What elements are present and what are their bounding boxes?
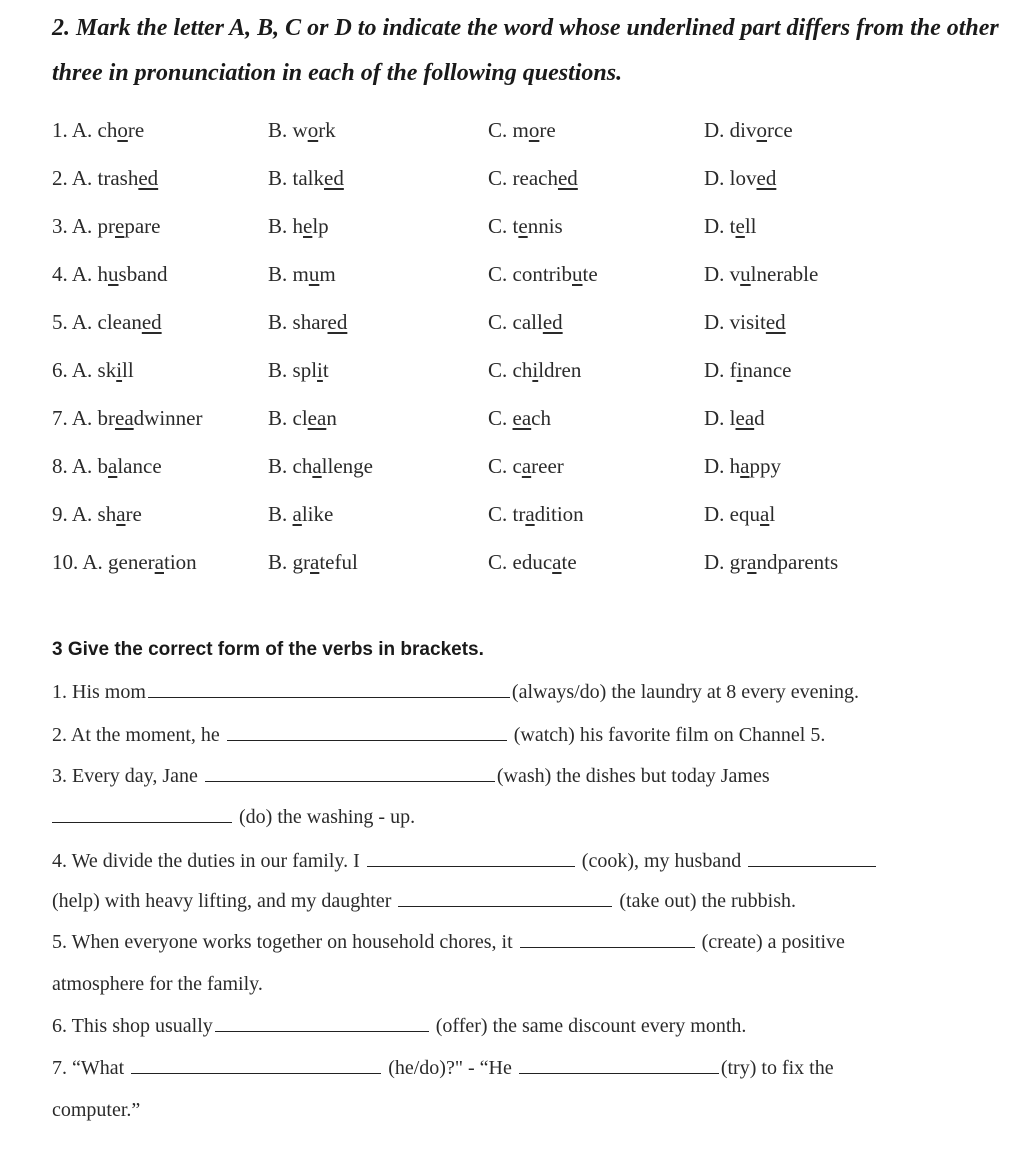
verb-line-text: 1. His mom bbox=[52, 681, 146, 703]
underlined-part: ed bbox=[542, 310, 563, 334]
answer-blank[interactable] bbox=[398, 884, 612, 907]
option-letter: B. bbox=[268, 310, 293, 334]
option-c[interactable] bbox=[488, 494, 584, 534]
verb-line-text: (wash) the dishes but today James bbox=[496, 765, 770, 787]
question-row-10 bbox=[0, 542, 1024, 582]
question-number: 2. bbox=[52, 166, 68, 190]
word-suffix: nance bbox=[742, 358, 792, 382]
option-letter: A. bbox=[71, 406, 98, 430]
verb-line-text: atmosphere for the family. bbox=[52, 973, 263, 995]
option-c[interactable] bbox=[488, 206, 563, 246]
option-c[interactable] bbox=[488, 542, 577, 582]
word-suffix: ldren bbox=[538, 358, 582, 382]
option-c[interactable] bbox=[488, 350, 581, 390]
word-suffix: like bbox=[301, 502, 334, 526]
option-b[interactable] bbox=[268, 302, 347, 342]
word-suffix: n bbox=[326, 406, 337, 430]
answer-blank[interactable] bbox=[205, 759, 495, 782]
word-suffix: ch bbox=[531, 406, 551, 430]
word-prefix: sk bbox=[97, 358, 117, 382]
underlined-part: ea bbox=[512, 406, 532, 430]
question-row-5 bbox=[0, 302, 1024, 342]
question-row-8 bbox=[0, 446, 1024, 486]
option-a[interactable] bbox=[52, 302, 162, 342]
verb-line-text: (offer) the same discount every month. bbox=[435, 1015, 747, 1037]
question-row-2 bbox=[0, 158, 1024, 198]
word-prefix: tr bbox=[512, 502, 526, 526]
option-letter: D. bbox=[704, 214, 730, 238]
question-number: 5. bbox=[52, 310, 68, 334]
verb-line-8 bbox=[52, 966, 263, 1002]
word-suffix: teful bbox=[319, 550, 358, 574]
option-a[interactable] bbox=[52, 398, 203, 438]
underlined-part: ed bbox=[138, 166, 159, 190]
word-suffix: l bbox=[769, 502, 776, 526]
question-number: 8. bbox=[52, 454, 68, 478]
verb-line-10 bbox=[52, 1050, 834, 1086]
option-letter: A. bbox=[71, 262, 98, 286]
option-letter: D. bbox=[704, 262, 730, 286]
option-a[interactable] bbox=[52, 350, 134, 390]
option-letter: B. bbox=[268, 166, 293, 190]
underlined-part: e bbox=[303, 214, 313, 238]
word-suffix: reer bbox=[531, 454, 564, 478]
underlined-part: ed bbox=[141, 310, 162, 334]
option-letter: C. bbox=[488, 166, 513, 190]
underlined-part: e bbox=[115, 214, 125, 238]
option-letter: A. bbox=[71, 310, 98, 334]
option-b[interactable] bbox=[268, 206, 329, 246]
option-d[interactable] bbox=[704, 206, 757, 246]
option-letter: C. bbox=[488, 502, 513, 526]
option-c[interactable] bbox=[488, 254, 598, 294]
word-prefix: b bbox=[97, 454, 109, 478]
option-letter: D. bbox=[704, 310, 730, 334]
verb-line-text: 5. When everyone works together on household chores, it bbox=[52, 931, 513, 953]
word-suffix: re bbox=[539, 118, 556, 142]
underlined-part: o bbox=[528, 118, 540, 142]
word-prefix: contrib bbox=[512, 262, 572, 286]
option-d[interactable] bbox=[704, 302, 786, 342]
word-prefix: visit bbox=[729, 310, 766, 334]
word-suffix: ll bbox=[744, 214, 757, 238]
option-a[interactable] bbox=[52, 206, 160, 246]
underlined-part: i bbox=[736, 358, 743, 382]
option-c[interactable] bbox=[488, 302, 563, 342]
word-prefix: h bbox=[729, 454, 741, 478]
word-prefix: m bbox=[292, 262, 309, 286]
option-letter: B. bbox=[268, 358, 293, 382]
answer-blank[interactable] bbox=[519, 1051, 719, 1074]
underlined-part: ed bbox=[765, 310, 786, 334]
underlined-part: a bbox=[310, 550, 320, 574]
word-prefix: v bbox=[729, 262, 741, 286]
word-suffix: sband bbox=[118, 262, 168, 286]
underlined-part: a bbox=[292, 502, 302, 526]
underlined-part: ea bbox=[115, 406, 134, 430]
word-prefix: clean bbox=[97, 310, 142, 334]
option-b[interactable] bbox=[268, 254, 336, 294]
verb-line-text: 3. Every day, Jane bbox=[52, 765, 198, 787]
underlined-part: a bbox=[740, 454, 750, 478]
verb-line-2 bbox=[52, 717, 825, 753]
verb-line-text: (cook), my husband bbox=[581, 850, 742, 872]
answer-blank[interactable] bbox=[52, 800, 232, 823]
option-d[interactable] bbox=[704, 446, 781, 486]
verb-line-text: 6. This shop usually bbox=[52, 1015, 213, 1037]
word-prefix: ch bbox=[97, 118, 118, 142]
underlined-part: i bbox=[116, 358, 123, 382]
underlined-part: a bbox=[525, 502, 535, 526]
word-suffix: dition bbox=[534, 502, 584, 526]
option-letter: D. bbox=[704, 454, 730, 478]
option-a[interactable] bbox=[52, 110, 144, 150]
option-letter: A. bbox=[71, 166, 98, 190]
option-letter: A. bbox=[71, 214, 98, 238]
verb-line-text: (do) the washing - up. bbox=[239, 806, 416, 828]
verb-line-7 bbox=[52, 924, 845, 960]
verb-line-text: 2. At the moment, he bbox=[52, 724, 220, 746]
option-letter: C. bbox=[488, 550, 513, 574]
section-3-instructions: 3 Give the correct form of the verbs in brackets. bbox=[52, 639, 484, 660]
option-letter: D. bbox=[704, 502, 730, 526]
word-suffix: lnerable bbox=[750, 262, 819, 286]
underlined-part: ed bbox=[756, 166, 777, 190]
question-number: 4. bbox=[52, 262, 68, 286]
word-suffix: pare bbox=[124, 214, 161, 238]
option-letter: B. bbox=[268, 502, 293, 526]
word-prefix: spl bbox=[292, 358, 318, 382]
question-number: 9. bbox=[52, 502, 68, 526]
verb-line-text: (create) a positive bbox=[701, 931, 845, 953]
word-suffix: te bbox=[582, 262, 598, 286]
answer-blank[interactable] bbox=[520, 925, 695, 948]
underlined-part: ea bbox=[735, 406, 755, 430]
option-letter: C. bbox=[488, 214, 513, 238]
word-prefix: h bbox=[292, 214, 304, 238]
word-prefix: br bbox=[97, 406, 116, 430]
underlined-part: e bbox=[735, 214, 745, 238]
underlined-part: u bbox=[740, 262, 751, 286]
option-letter: C. bbox=[488, 262, 513, 286]
verb-line-text: (he/do)?" - “He bbox=[388, 1057, 512, 1079]
option-letter: B. bbox=[268, 118, 293, 142]
option-letter: A. bbox=[71, 502, 98, 526]
underlined-part: ed bbox=[324, 166, 344, 190]
option-letter: A. bbox=[82, 550, 109, 574]
underlined-part: u bbox=[572, 262, 583, 286]
underlined-part: o bbox=[307, 118, 319, 142]
verb-line-text: (help) with heavy lifting, and my daughter bbox=[52, 890, 392, 912]
word-suffix: m bbox=[319, 262, 336, 286]
option-d[interactable] bbox=[704, 158, 776, 198]
verb-line-9 bbox=[52, 1008, 746, 1044]
option-b[interactable] bbox=[268, 446, 373, 486]
word-prefix: t bbox=[729, 214, 736, 238]
question-number: 10. bbox=[52, 550, 79, 574]
option-b[interactable] bbox=[268, 350, 329, 390]
option-letter: A. bbox=[71, 118, 98, 142]
word-prefix: educ bbox=[512, 550, 553, 574]
underlined-part: e bbox=[518, 214, 528, 238]
answer-blank[interactable] bbox=[227, 718, 507, 741]
option-letter: B. bbox=[268, 550, 293, 574]
word-prefix: reach bbox=[512, 166, 558, 190]
word-suffix: ndparents bbox=[756, 550, 839, 574]
option-c[interactable] bbox=[488, 398, 551, 438]
option-letter: B. bbox=[268, 262, 293, 286]
word-suffix: re bbox=[125, 502, 142, 526]
underlined-part: a bbox=[552, 550, 562, 574]
word-prefix: w bbox=[292, 118, 308, 142]
word-prefix: shar bbox=[292, 310, 328, 334]
word-prefix: l bbox=[729, 406, 736, 430]
underlined-part: a bbox=[521, 454, 532, 478]
verb-line-text: 4. We divide the duties in our family. I bbox=[52, 850, 360, 872]
option-b[interactable] bbox=[268, 110, 336, 150]
option-letter: B. bbox=[268, 406, 293, 430]
verb-line-text: (take out) the rubbish. bbox=[619, 890, 796, 912]
word-suffix: rce bbox=[767, 118, 793, 142]
question-row-1 bbox=[0, 110, 1024, 150]
word-prefix: sh bbox=[97, 502, 117, 526]
underlined-part: ea bbox=[307, 406, 327, 430]
underlined-part: a bbox=[760, 502, 770, 526]
option-letter: D. bbox=[704, 358, 730, 382]
verb-line-text: (watch) his favorite film on Channel 5. bbox=[513, 724, 826, 746]
option-letter: A. bbox=[71, 358, 98, 382]
question-row-9 bbox=[0, 494, 1024, 534]
question-number: 6. bbox=[52, 358, 68, 382]
question-number: 1. bbox=[52, 118, 68, 142]
option-letter: C. bbox=[488, 406, 513, 430]
verb-line-11 bbox=[52, 1092, 140, 1128]
word-prefix: m bbox=[512, 118, 529, 142]
word-prefix: t bbox=[512, 214, 519, 238]
underlined-part: a bbox=[116, 502, 126, 526]
option-b[interactable] bbox=[268, 542, 358, 582]
verb-line-text: computer.” bbox=[52, 1099, 141, 1121]
word-prefix: div bbox=[729, 118, 757, 142]
answer-blank[interactable] bbox=[215, 1009, 429, 1032]
question-row-6 bbox=[0, 350, 1024, 390]
word-prefix: h bbox=[97, 262, 109, 286]
word-prefix: ch bbox=[512, 358, 533, 382]
word-suffix: t bbox=[322, 358, 329, 382]
verb-line-1 bbox=[52, 674, 859, 710]
answer-blank[interactable] bbox=[131, 1051, 381, 1074]
underlined-part: i bbox=[317, 358, 323, 382]
option-a[interactable] bbox=[52, 542, 197, 582]
underlined-part: o bbox=[117, 118, 128, 142]
word-prefix: gener bbox=[108, 550, 155, 574]
question-row-4 bbox=[0, 254, 1024, 294]
question-row-3 bbox=[0, 206, 1024, 246]
option-letter: D. bbox=[704, 118, 730, 142]
verb-line-3 bbox=[52, 758, 770, 794]
word-prefix: gr bbox=[292, 550, 311, 574]
word-prefix: trash bbox=[97, 166, 139, 190]
word-suffix: rk bbox=[318, 118, 336, 142]
question-row-7 bbox=[0, 398, 1024, 438]
option-c[interactable] bbox=[488, 446, 564, 486]
word-prefix: f bbox=[729, 358, 737, 382]
underlined-part: ed bbox=[557, 166, 578, 190]
verb-line-5 bbox=[52, 843, 878, 879]
option-letter: A. bbox=[71, 454, 98, 478]
option-d[interactable] bbox=[704, 542, 838, 582]
option-b[interactable] bbox=[268, 158, 344, 198]
option-letter: D. bbox=[704, 166, 730, 190]
option-letter: C. bbox=[488, 358, 513, 382]
option-a[interactable] bbox=[52, 158, 158, 198]
question-number: 3. bbox=[52, 214, 68, 238]
word-suffix: d bbox=[754, 406, 765, 430]
option-d[interactable] bbox=[704, 398, 765, 438]
option-letter: D. bbox=[704, 550, 730, 574]
verb-line-text: 7. “What bbox=[52, 1057, 125, 1079]
verb-line-text: (always/do) the laundry at 8 every evening. bbox=[511, 681, 860, 703]
option-d[interactable] bbox=[704, 110, 793, 150]
option-letter: C. bbox=[488, 118, 513, 142]
word-prefix: c bbox=[512, 454, 522, 478]
option-b[interactable] bbox=[268, 494, 333, 534]
word-prefix: cl bbox=[292, 406, 308, 430]
word-suffix: dwinner bbox=[133, 406, 203, 430]
word-suffix: lance bbox=[117, 454, 162, 478]
option-d[interactable] bbox=[704, 254, 818, 294]
word-prefix: lov bbox=[729, 166, 757, 190]
option-a[interactable] bbox=[52, 494, 142, 534]
option-c[interactable] bbox=[488, 158, 578, 198]
underlined-part: a bbox=[108, 454, 118, 478]
word-suffix: lp bbox=[312, 214, 329, 238]
option-c[interactable] bbox=[488, 110, 556, 150]
word-suffix: ppy bbox=[749, 454, 781, 478]
underlined-part: a bbox=[154, 550, 164, 574]
underlined-part: u bbox=[108, 262, 119, 286]
option-b[interactable] bbox=[268, 398, 337, 438]
option-letter: C. bbox=[488, 454, 513, 478]
answer-blank[interactable] bbox=[148, 675, 510, 698]
question-number: 7. bbox=[52, 406, 68, 430]
word-prefix: talk bbox=[292, 166, 325, 190]
word-prefix: pr bbox=[97, 214, 116, 238]
option-a[interactable] bbox=[52, 446, 162, 486]
option-d[interactable] bbox=[704, 350, 791, 390]
word-suffix: te bbox=[561, 550, 577, 574]
word-suffix: ll bbox=[122, 358, 134, 382]
word-prefix: equ bbox=[729, 502, 760, 526]
verb-line-6 bbox=[52, 883, 796, 919]
underlined-part: u bbox=[308, 262, 320, 286]
verb-line-4 bbox=[52, 799, 415, 835]
option-letter: D. bbox=[704, 406, 730, 430]
option-d[interactable] bbox=[704, 494, 775, 534]
underlined-part: a bbox=[312, 454, 322, 478]
answer-blank[interactable] bbox=[367, 844, 575, 867]
option-letter: B. bbox=[268, 454, 293, 478]
option-a[interactable] bbox=[52, 254, 168, 294]
word-prefix: ch bbox=[292, 454, 313, 478]
word-prefix: call bbox=[512, 310, 543, 334]
word-suffix: llenge bbox=[321, 454, 373, 478]
section-2-instructions: 2. Mark the letter A, B, C or D to indicate the word whose underlined part differs from the other three in pronunciation in each of the following questions. bbox=[52, 15, 999, 86]
underlined-part: o bbox=[756, 118, 768, 142]
word-suffix: tion bbox=[163, 550, 197, 574]
answer-blank[interactable] bbox=[748, 844, 876, 867]
underlined-part: ed bbox=[327, 310, 348, 334]
word-suffix: re bbox=[127, 118, 145, 142]
option-letter: C. bbox=[488, 310, 513, 334]
underlined-part: a bbox=[747, 550, 757, 574]
verb-line-text: (try) to fix the bbox=[720, 1057, 834, 1079]
underlined-part: i bbox=[532, 358, 539, 382]
word-prefix: gr bbox=[729, 550, 748, 574]
word-suffix: nnis bbox=[527, 214, 563, 238]
option-letter: B. bbox=[268, 214, 293, 238]
